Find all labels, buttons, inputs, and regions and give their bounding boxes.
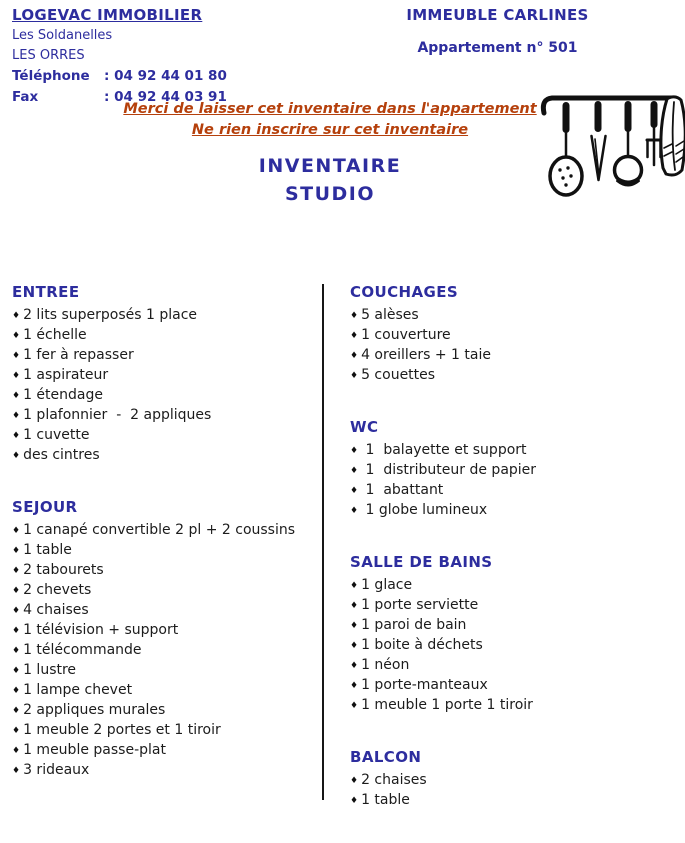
diamond-bullet-icon: ♦ — [350, 445, 359, 456]
item-label: 1 télécommande — [23, 642, 142, 658]
diamond-bullet-icon: ♦ — [350, 700, 359, 711]
inventory-item — [350, 576, 680, 596]
inventory-item — [350, 441, 680, 461]
diamond-bullet-icon: ♦ — [350, 775, 359, 786]
fax-number: : 04 92 44 03 91 — [104, 89, 227, 105]
item-label: 5 alèses — [361, 307, 419, 323]
inventory-item — [350, 306, 680, 326]
inventory-item — [12, 406, 312, 426]
phone-label: Téléphone — [12, 68, 90, 84]
diamond-bullet-icon: ♦ — [12, 450, 21, 461]
diamond-bullet-icon: ♦ — [12, 585, 21, 596]
company-name: LOGEVAC IMMOBILIER — [12, 6, 203, 24]
title-line-2: STUDIO — [284, 183, 376, 205]
right-column — [350, 283, 680, 843]
item-label: 1 paroi de bain — [361, 617, 467, 633]
title-line-1: INVENTAIRE — [258, 155, 402, 177]
item-label: 1 porte serviette — [361, 597, 479, 613]
section-heading: SEJOUR — [12, 498, 78, 516]
inventory-item — [350, 771, 680, 791]
diamond-bullet-icon: ♦ — [350, 660, 359, 671]
notice-line-1: Merci de laisser cet inventaire dans l'appartement — [123, 101, 537, 117]
section-heading: BALCON — [350, 748, 422, 766]
diamond-bullet-icon: ♦ — [350, 505, 359, 516]
diamond-bullet-icon: ♦ — [12, 685, 21, 696]
item-label: 1 boite à déchets — [361, 637, 483, 653]
section-heading: ENTREE — [12, 283, 80, 301]
inventory-item — [12, 366, 312, 386]
item-label: 1 canapé convertible 2 pl + 2 coussins — [23, 522, 296, 538]
item-label: 1 échelle — [23, 327, 87, 343]
diamond-bullet-icon: ♦ — [12, 310, 21, 321]
item-label: 1 télévision + support — [23, 622, 179, 638]
diamond-bullet-icon: ♦ — [350, 485, 359, 496]
inventory-item — [12, 386, 312, 406]
inventory-item — [12, 306, 312, 326]
diamond-bullet-icon: ♦ — [350, 580, 359, 591]
building-name: IMMEUBLE CARLINES — [406, 6, 589, 24]
diamond-bullet-icon: ♦ — [12, 765, 21, 776]
inventory-item — [12, 681, 312, 701]
inventory-item — [12, 701, 312, 721]
item-label: 4 oreillers + 1 taie — [361, 347, 491, 363]
item-label: 1 plafonnier - 2 appliques — [23, 407, 212, 423]
company-residence: Les Soldanelles — [12, 28, 113, 43]
document-title — [0, 152, 660, 208]
inventory-item — [350, 636, 680, 656]
diamond-bullet-icon: ♦ — [12, 410, 21, 421]
inventory-item — [12, 426, 312, 446]
fax-label: Fax — [12, 89, 39, 105]
diamond-bullet-icon: ♦ — [12, 745, 21, 756]
inventory-item — [350, 676, 680, 696]
section-heading: SALLE DE BAINS — [350, 553, 493, 571]
company-city: LES ORRES — [12, 48, 85, 63]
inventory-list — [12, 306, 312, 466]
diamond-bullet-icon: ♦ — [350, 350, 359, 361]
diamond-bullet-icon: ♦ — [12, 370, 21, 381]
inventory-item — [12, 326, 312, 346]
item-label: 3 rideaux — [23, 762, 90, 778]
inventory-list — [350, 441, 680, 521]
item-label: 1 glace — [361, 577, 413, 593]
item-label: 1 balayette et support — [361, 442, 527, 458]
item-label: 1 meuble passe-plat — [23, 742, 166, 758]
inventory-item — [350, 481, 680, 501]
diamond-bullet-icon: ♦ — [350, 370, 359, 381]
inventory-item — [12, 521, 312, 541]
item-label: 1 lustre — [23, 662, 77, 678]
diamond-bullet-icon: ♦ — [350, 680, 359, 691]
section-entree — [12, 283, 312, 466]
item-label: des cintres — [23, 447, 100, 463]
item-label: 1 meuble 2 portes et 1 tiroir — [23, 722, 221, 738]
item-label: 1 étendage — [23, 387, 103, 403]
left-column — [12, 283, 312, 813]
section-heading: WC — [350, 418, 379, 436]
section-couchages — [350, 283, 680, 386]
inventory-item — [12, 721, 312, 741]
section-wc — [350, 418, 680, 521]
item-label: 1 porte-manteaux — [361, 677, 488, 693]
inventory-item — [350, 326, 680, 346]
inventory-list — [12, 521, 312, 781]
item-label: 1 fer à repasser — [23, 347, 134, 363]
inventory-list — [350, 576, 680, 716]
inventory-item — [350, 596, 680, 616]
inventory-list — [350, 771, 680, 811]
inventory-item — [12, 346, 312, 366]
item-label: 2 tabourets — [23, 562, 104, 578]
diamond-bullet-icon: ♦ — [350, 795, 359, 806]
inventory-item — [12, 446, 312, 466]
inventory-list — [350, 306, 680, 386]
diamond-bullet-icon: ♦ — [350, 620, 359, 631]
inventory-item — [12, 661, 312, 681]
company-block — [12, 6, 227, 107]
diamond-bullet-icon: ♦ — [12, 645, 21, 656]
inventory-item — [12, 761, 312, 781]
item-label: 1 abattant — [361, 482, 444, 498]
item-label: 1 couverture — [361, 327, 451, 343]
item-label: 2 chevets — [23, 582, 92, 598]
inventory-item — [350, 656, 680, 676]
item-label: 1 néon — [361, 657, 410, 673]
inventory-item — [12, 601, 312, 621]
diamond-bullet-icon: ♦ — [12, 725, 21, 736]
inventory-item — [12, 641, 312, 661]
inventory-item — [12, 561, 312, 581]
item-label: 1 table — [361, 792, 410, 808]
inventory-item — [350, 366, 680, 386]
phone-number: : 04 92 44 01 80 — [104, 68, 227, 84]
diamond-bullet-icon: ♦ — [12, 605, 21, 616]
item-label: 1 aspirateur — [23, 367, 109, 383]
item-label: 5 couettes — [361, 367, 436, 383]
section-sejour — [12, 498, 312, 781]
item-label: 1 globe lumineux — [361, 502, 488, 518]
diamond-bullet-icon: ♦ — [12, 390, 21, 401]
diamond-bullet-icon: ♦ — [350, 640, 359, 651]
inventory-item — [350, 346, 680, 366]
section-salle-de-bains — [350, 553, 680, 716]
diamond-bullet-icon: ♦ — [12, 705, 21, 716]
diamond-bullet-icon: ♦ — [12, 565, 21, 576]
inventory-item — [350, 696, 680, 716]
section-heading: COUCHAGES — [350, 283, 459, 301]
item-label: 1 table — [23, 542, 72, 558]
inventory-item — [350, 461, 680, 481]
diamond-bullet-icon: ♦ — [12, 350, 21, 361]
inventory-item — [350, 501, 680, 521]
apartment-number: Appartement n° 501 — [417, 40, 578, 56]
diamond-bullet-icon: ♦ — [350, 465, 359, 476]
diamond-bullet-icon: ♦ — [12, 625, 21, 636]
diamond-bullet-icon: ♦ — [350, 600, 359, 611]
item-label: 4 chaises — [23, 602, 89, 618]
diamond-bullet-icon: ♦ — [12, 665, 21, 676]
item-label: 1 distributeur de papier — [361, 462, 537, 478]
section-balcon — [350, 748, 680, 811]
diamond-bullet-icon: ♦ — [350, 330, 359, 341]
inventory-item — [350, 791, 680, 811]
inventory-item — [350, 616, 680, 636]
item-label: 2 lits superposés 1 place — [23, 307, 197, 323]
item-label: 1 meuble 1 porte 1 tiroir — [361, 697, 533, 713]
inventory-item — [12, 581, 312, 601]
building-block — [400, 6, 595, 56]
notice-line-2: Ne rien inscrire sur cet inventaire — [191, 122, 469, 138]
inventory-item — [12, 621, 312, 641]
diamond-bullet-icon: ♦ — [350, 310, 359, 321]
item-label: 1 lampe chevet — [23, 682, 133, 698]
diamond-bullet-icon: ♦ — [12, 430, 21, 441]
inventory-item — [12, 541, 312, 561]
item-label: 2 appliques murales — [23, 702, 166, 718]
phone-row — [12, 67, 227, 86]
diamond-bullet-icon: ♦ — [12, 330, 21, 341]
item-label: 2 chaises — [361, 772, 427, 788]
diamond-bullet-icon: ♦ — [12, 525, 21, 536]
inventory-item — [12, 741, 312, 761]
diamond-bullet-icon: ♦ — [12, 545, 21, 556]
column-divider — [322, 284, 324, 800]
item-label: 1 cuvette — [23, 427, 90, 443]
